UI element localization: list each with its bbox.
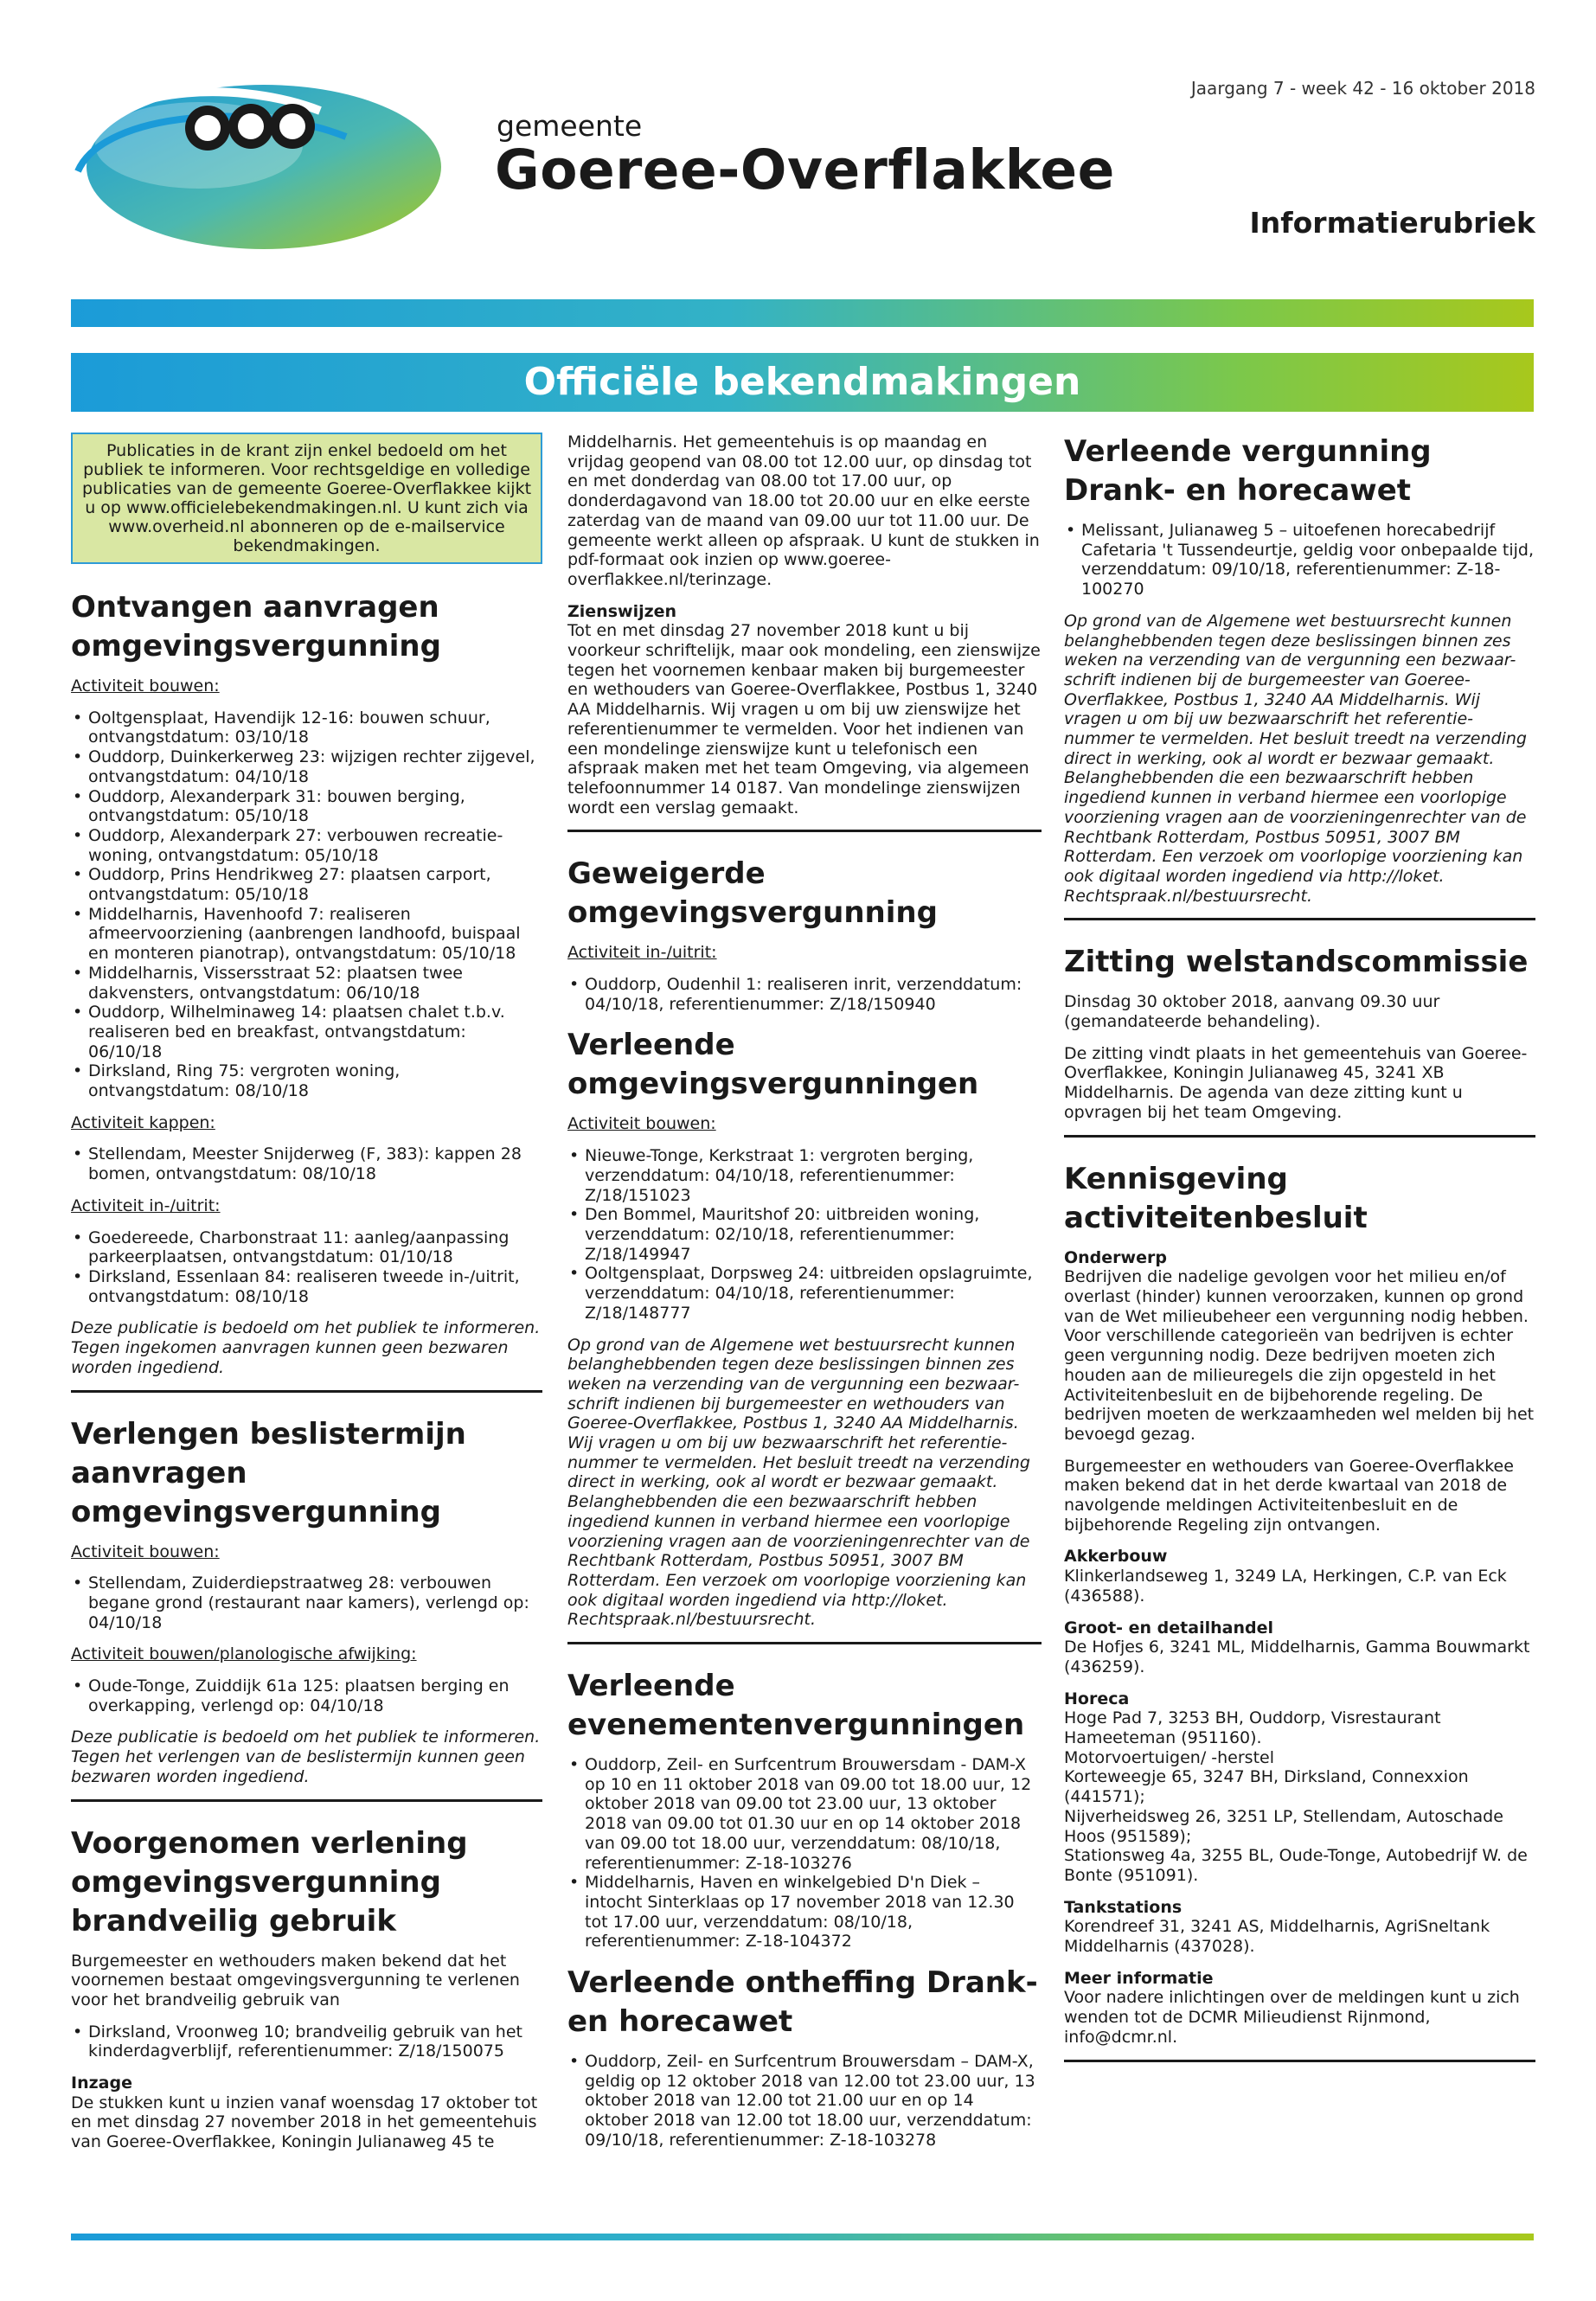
paragraph: Middelharnis. Het gemeentehuis is op maandag en vrijdag geopend van 08.00 tot 12.00 uur, op dinsdag tot en met donderdag van 08.00 tot 17.00 uur, op donderdagavond van 18.00 tot 20.00 uur en elke eerste zaterdag van de maand van 09.00 uur tot 11.00 uur. De gemeente werkt alleen op afspraak. U kunt de stukken in pdf-formaat ook inzien op www.goeree-overflakkee.nl/terinzage. — [567, 433, 1040, 589]
paragraph: Bedrijven die nadelige gevolgen voor het milieu en/of overlast (hinder) kunnen veroorzaken, kunnen op grond van de Wet milieubeheer een vergunning nodig hebben. Voor verschillende categorieën van bedrijven is echter geen vergunning nodig. Deze bedrijven moeten zich houden aan de milieuregels die zijn opgesteld in het Activiteitenbesluit en de bijbehorende regeling. De bedrijven moeten de werkzaamheden wel melden bij het bevoegd gezag. — [1064, 1267, 1535, 1444]
application-list — [71, 708, 542, 1101]
paragraph: De stukken kunt u inzien vanaf woensdag 17 oktober tot en met dinsdag 27 november 2018 in het gemeentehuis van Goeree-Overflakkee, Koningin Julianaweg 45 te — [71, 2093, 538, 2152]
list-item: • Ouddorp, Alexanderpark 31: bouwen berging, ontvangstdatum: 05/10/18 — [71, 787, 542, 826]
list-item: • Ouddorp, Prins Hendrikweg 27: plaatsen carport, ontvangstdatum: 05/10/18 — [71, 865, 542, 904]
paragraph: De zitting vindt plaats in het gemeentehuis van Goeree-Overflakkee, Koningin Julianaweg 45, 3241 XB Middelharnis. De agenda van deze zitting kunt u opvragen bij het team Omgeving. — [1064, 1043, 1528, 1122]
paragraph: Hoge Pad 7, 3253 BH, Ouddorp, Visrestaurant Hameeteman (951160). — [1064, 1708, 1441, 1748]
decision-list — [567, 975, 1042, 1014]
logo-subtitle: gemeente — [497, 109, 643, 143]
list-item: • Ouddorp, Oudenhil 1: realiseren inrit, verzenddatum: 04/10/18, referentienummer: Z/18/150940 — [567, 975, 1042, 1014]
column-left — [71, 433, 542, 2164]
section-title: Verlengen beslistermijn aanvragen omgevingsvergunning — [71, 1416, 466, 1529]
list-item: • Ouddorp, Alexanderpark 27: verbouwen recreatie-woning, ontvangstdatum: 05/10/18 — [71, 826, 542, 865]
paragraph: Korteweegje 65, 3247 BH, Dirksland, Connexxion (441571); — [1064, 1767, 1469, 1807]
logo-title: Goeree-Overflakkee — [495, 138, 1115, 202]
list-item: • Stellendam, Meester Snijderweg (F, 383): kappen 28 bomen, ontvangstdatum: 08/10/18 — [71, 1144, 542, 1183]
decision-list — [1064, 521, 1535, 599]
paragraph: De Hofjes 6, 3241 ML, Middelharnis, Gamma Bouwmarkt (436259). — [1064, 1638, 1530, 1676]
list-item: • Nieuwe-Tonge, Kerkstraat 1: vergroten berging, verzenddatum: 04/10/18, referentienummer: Z/18/151023 — [567, 1146, 1042, 1205]
section-title: Zitting welstandscommissie — [1064, 945, 1529, 980]
list-item: • Goedereede, Charbonstraat 11: aanleg/aanpassing parkeerplaatsen, ontvangstdatum: 01/10/18 — [71, 1228, 542, 1267]
column-right — [1064, 433, 1535, 2085]
decision-list — [567, 1146, 1042, 1323]
subheading: Akkerbouw — [1064, 1547, 1168, 1567]
application-list — [71, 2022, 542, 2061]
section-note: Op grond van de Algemene wet bestuursrecht kunnen belanghebbenden tegen deze beslissingen binnen zes weken na verzending van de vergunning een bezwaar-schrift indienen bij de burgemeester van Goeree-Overflakkee, Postbus 1, 3240 AA Middelharnis. Wij vragen u om bij uw bezwaarschrift het referentie-nummer te vermelden. Het besluit treedt na verzending direct in werking, ook al wordt er bezwaar gemaakt. Belanghebbenden die een bezwaarschrift hebben ingediend kunnen in verband hiermee een voorlopige voorziening vragen aan de voorzieningenrechter van de Rechtbank Rotterdam, Postbus 50951, 3007 BM Rotterdam. Een verzoek om voorlopige voorziening kan ook digitaal worden ingediend via http://loket. Rechtspraak.nl/bestuursrecht. — [1064, 611, 1527, 906]
list-item: • Dirksland, Ring 75: vergroten woning, ontvangstdatum: 08/10/18 — [71, 1061, 542, 1100]
list-item: • Middelharnis, Havenhoofd 7: realiseren afmeervoorziening (aanbrengen landhoofd, buispaal en monteren pianotrap), ontvangstdatum: 05/10/18 — [71, 905, 542, 964]
section-note: Deze publicatie is bedoeld om het publiek te informeren. Tegen ingekomen aanvragen kunnen geen bezwaren worden ingediend. — [71, 1318, 541, 1377]
section-intro: Burgemeester en wethouders maken bekend dat het voornemen bestaat omgevingsvergunning te verlenen voor het brandveilig gebruik van — [71, 1951, 520, 2009]
list-item: • Ouddorp, Zeil- en Surfcentrum Brouwersdam - DAM-X op 10 en 11 oktober 2018 van 09.00 tot 18.00 uur, 12 oktober 2018 van 09.00 tot 23.00 uur, 13 oktober 2018 van 09.00 tot 01.30 uur en op 14 oktober 2018 van 09.00 tot 18.00 uur, verzenddatum: 08/10/18, referentienummer: Z-18-103276 — [567, 1755, 1042, 1873]
section-title: Verleende vergunning Drank- en horecawet — [1064, 434, 1432, 508]
application-list — [71, 1676, 542, 1715]
list-item: • Dirksland, Essenlaan 84: realiseren tweede in-/uitrit, ontvangstdatum: 08/10/18 — [71, 1267, 542, 1306]
list-item: • Ouddorp, Wilhelminaweg 14: plaatsen chalet t.b.v. realiseren bed en breakfast, ontvangstdatum: 06/10/18 — [71, 1003, 542, 1061]
list-item: • Ouddorp, Duinkerkerweg 23: wijzigen rechter zijgevel, ontvangstdatum: 04/10/18 — [71, 747, 542, 786]
paragraph: Stationsweg 4a, 3255 BL, Oude-Tonge, Autobedrijf W. de Bonte (951091). — [1064, 1846, 1528, 1885]
paragraph: Burgemeester en wethouders van Goeree-Overflakkee maken bekend dat in het derde kwartaal van 2018 de navolgende meldingen Activiteitenbesluit en de bijbehorende Regeling zijn ontvangen. — [1064, 1456, 1514, 1535]
municipality-logo — [69, 76, 458, 258]
section-label: Informatierubriek — [1249, 206, 1535, 240]
divider — [1064, 2060, 1535, 2062]
list-item: • Den Bommel, Mauritshof 20: uitbreiden woning, verzenddatum: 02/10/18, referentienummer: Z/18/149947 — [567, 1205, 1042, 1264]
activity-label: Activiteit bouwen: — [71, 1541, 220, 1561]
section-title: Verleende omgevingsvergunningen — [567, 1028, 979, 1102]
list-item: • Middelharnis, Vissersstraat 52: plaatsen twee dakvensters, ontvangstdatum: 06/10/18 — [71, 964, 542, 1003]
subheading: Horeca — [1064, 1689, 1130, 1708]
activity-label: Activiteit in-/uitrit: — [567, 943, 717, 963]
list-item: • Oude-Tonge, Zuiddijk 61a 125: plaatsen berging en overkapping, verlengd op: 04/10/18 — [71, 1676, 542, 1715]
footer-band — [71, 2234, 1534, 2240]
activity-label: Activiteit in-/uitrit: — [71, 1195, 221, 1215]
activity-label: Activiteit bouwen: — [567, 1114, 716, 1134]
subheading: Tankstations — [1064, 1897, 1183, 1917]
divider — [1064, 918, 1535, 920]
subheading: Zienswijzen — [567, 601, 677, 621]
section-title: Verleende ontheffing Drank- en horecawet — [567, 1965, 1038, 2040]
activity-label: Activiteit kappen: — [71, 1112, 215, 1132]
paragraph: Motorvoertuigen/ -herstel — [1064, 1747, 1274, 1767]
paragraph: Korendreef 31, 3241 AS, Middelharnis, AgriSneltank Middelharnis (437028). — [1064, 1917, 1490, 1957]
divider — [71, 1390, 542, 1393]
decision-list — [567, 1755, 1042, 1952]
activity-label: Activiteit bouwen: — [71, 676, 220, 695]
list-item: • Ouddorp, Zeil- en Surfcentrum Brouwersdam – DAM-X, geldig op 12 oktober 2018 van 12.00 tot 23.00 uur, 13 oktober 2018 van 12.00 tot 21.00 uur en op 14 oktober 2018 van 12.00 tot 18.00 uur, verzenddatum: 09/10/18, referentienummer: Z-18-103278 — [567, 2052, 1042, 2150]
subheading: Onderwerp — [1064, 1247, 1167, 1267]
publication-notice: Publicaties in de krant zijn enkel bedoeld om het publiek te informeren. Voor rechtsgeldige en volledige publicaties van de gemeente Goeree-Overflakkee kijkt u op www.officielebekendmakingen.nl. U kunt zich via www.overheid.nl abonneren op de e-mailservice bekendmakingen. — [71, 433, 542, 564]
divider — [71, 1799, 542, 1802]
application-list — [71, 1144, 542, 1183]
section-title: Kennisgeving activiteitenbesluit — [1064, 1161, 1368, 1235]
section-note: Deze publicatie is bedoeld om het publiek te informeren. Tegen het verlengen van de beslistermijn kunnen geen bezwaren worden ingediend. — [71, 1727, 541, 1786]
list-item: • Melissant, Julianaweg 5 – uitoefenen horecabedrijf Cafetaria 't Tussendeurtje, geldig voor onbepaalde tijd, verzenddatum: 09/10/18, referentienummer: Z-18-100270 — [1064, 521, 1535, 599]
divider — [1064, 1135, 1535, 1138]
banner-title: Officiële bekendmakingen — [71, 353, 1534, 412]
list-item: • Middelharnis, Haven en winkelgebied D'n Diek – intocht Sinterklaas op 17 november 2018 van 12.30 tot 17.00 uur, verzenddatum: 08/10/18, referentienummer: Z-18-104372 — [567, 1873, 1042, 1952]
list-item: • Ooltgensplaat, Havendijk 12-16: bouwen schuur, ontvangstdatum: 03/10/18 — [71, 708, 542, 747]
subheading: Groot- en detailhandel — [1064, 1618, 1273, 1638]
section-note: Op grond van de Algemene wet bestuursrecht kunnen belanghebbenden tegen deze beslissingen binnen zes weken na verzending van de vergunning een bezwaar-schrift indienen bij burgemeester en wethouders van Goeree-Overflakkee, Postbus 1, 3240 AA Middelharnis. Wij vragen u om bij uw bezwaarschrift het referentie-nummer te vermelden. Het besluit treedt na verzending direct in werking, ook al wordt er bezwaar gemaakt. Belanghebbenden die een bezwaarschrift hebben ingediend kunnen in verband hiermee een voorlopige voorziening vragen aan de voorzieningenrechter van de Rechtbank Rotterdam, Postbus 50951, 3007 BM Rotterdam. Een verzoek om voorlopige voorziening kan ook digitaal worden ingediend via http://loket. Rechtspraak.nl/bestuursrecht. — [567, 1335, 1030, 1630]
list-item: • Dirksland, Vroonweg 10; brandveilig gebruik van het kinderdagverblijf, referentienummer: Z/18/150075 — [71, 2022, 542, 2061]
application-list — [71, 1228, 542, 1307]
section-title: Ontvangen aanvragen omgevingsvergunning — [71, 590, 441, 663]
application-list — [71, 1574, 542, 1632]
paragraph: Voor nadere inlichtingen over de meldingen kunt u zich wenden tot de DCMR Milieudienst Rijnmond, info@dcmr.nl. — [1064, 1988, 1520, 2047]
divider — [567, 830, 1042, 832]
section-title: Geweigerde omgevingsvergunning — [567, 856, 938, 931]
list-item: • Ooltgensplaat, Dorpsweg 24: uitbreiden opslagruimte, verzenddatum: 04/10/18, referentienummer: Z/18/148777 — [567, 1264, 1042, 1323]
paragraph: Dinsdag 30 oktober 2018, aanvang 09.30 uur (gemandateerde behandeling). — [1064, 992, 1440, 1032]
subheading: Inzage — [71, 2073, 132, 2093]
paragraph: Tot en met dinsdag 27 november 2018 kunt u bij voorkeur schriftelijk, maar ook mondeling, een zienswijze tegen het voornemen kenbaar maken bij burgemeester en wethouders van Goeree-Overflakkee, Postbus 1, 3240 AA Middelharnis. Wij vragen u om bij uw zienswijze het referentienummer te vermelden. Voor het indienen van een mondelinge zienswijze kunt u telefonisch een afspraak maken met het team Omgeving, via algemeen telefoonnummer 14 0187. Van mondelinge zienswijzen wordt een verslag gemaakt. — [567, 621, 1041, 817]
subheading: Meer informatie — [1064, 1968, 1214, 1988]
gradient-band — [71, 299, 1534, 327]
divider — [567, 1642, 1042, 1644]
decision-list — [567, 2052, 1042, 2150]
column-middle — [567, 433, 1042, 2163]
list-item: • Stellendam, Zuiderdiepstraatweg 28: verbouwen begane grond (restaurant naar kamers), verlengd op: 04/10/18 — [71, 1574, 542, 1632]
activity-label: Activiteit bouwen/planologische afwijking: — [71, 1644, 417, 1664]
paragraph: Nijverheidsweg 26, 3251 LP, Stellendam, Autoschade Hoos (951589); — [1064, 1806, 1503, 1846]
section-title: Verleende evenementenvergunningen — [567, 1669, 1025, 1743]
paragraph: Klinkerlandseweg 1, 3249 LA, Herkingen, C.P. van Eck (436588). — [1064, 1567, 1507, 1606]
section-title: Voorgenomen verlening omgevingsvergunning brandveilig gebruik — [71, 1825, 468, 1939]
issue-date: Jaargang 7 - week 42 - 16 oktober 2018 — [1190, 78, 1535, 99]
